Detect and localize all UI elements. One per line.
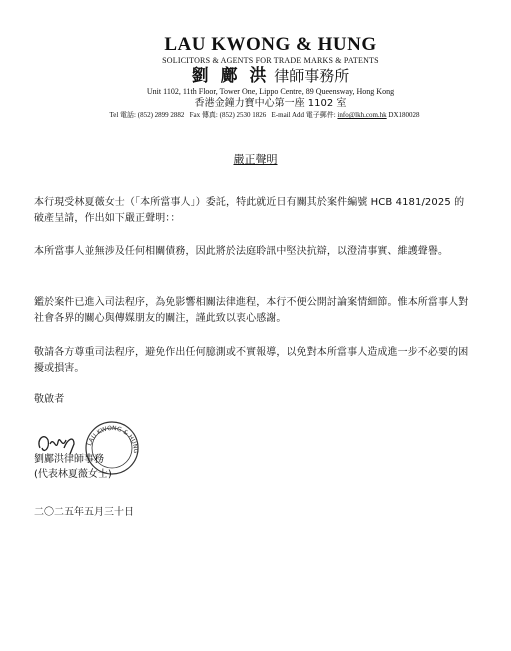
closing: 敬啟者 [34, 394, 65, 405]
tel-label: Tel 電話: [109, 111, 136, 119]
email-link[interactable]: info@lkh.com.hk [337, 111, 387, 119]
paragraph-3: 鑑於案件已進入司法程序，為免影響相關法律進程，本行不便公開討論案情細節。惟本所當事人對社會各界的關心與傳媒朋友的關注，謹此致以衷心感謝。 [34, 297, 469, 324]
paragraph-2: 本所當事人並無涉及任何相關債務，因此將於法庭聆訊中堅決抗辯，以澄清事實、維護聲譽。 [34, 246, 449, 257]
firm-subtitle: SOLICITORS & AGENTS FOR TRADE MARKS & PATENTS [162, 56, 379, 65]
fax-label: Fax 傳真: [189, 111, 218, 119]
seal-text: LAU KWONG & HUNG [86, 424, 140, 454]
email-label: E-mail Add 電子郵件: [271, 111, 336, 119]
tel-number: (852) 2899 2882 [137, 111, 185, 119]
paragraph-4: 敬請各方尊重司法程序，避免作出任何臆測或不實報導，以免對本所當事人造成進一步不必要的困擾或損害。 [34, 347, 469, 374]
paragraph-1: 本行現受林夏薇女士（「本所當事人」）委託，特此就近日有關其於案件編號 HCB 4181/2025 的破產呈請，作出如下嚴正聲明：： [34, 197, 465, 224]
letterhead [0, 34, 511, 120]
fax-number: (852) 2530 1826 [219, 111, 267, 119]
address-en: Unit 1102, 11th Floor, Tower One, Lippo Centre, 89 Queensway, Hong Kong [146, 87, 395, 96]
signer-block [34, 452, 112, 482]
firm-name-zh-main: 劉 鄺 洪 [191, 66, 270, 86]
firm-name-en: LAU KWONG & HUNG [164, 34, 377, 55]
contact-line [18, 110, 511, 120]
statement-title: 嚴正聲明 [233, 153, 278, 166]
signer-on-behalf: (代表林夏薇女士) [34, 469, 112, 480]
firm-name-zh [30, 66, 511, 86]
address-zh: 香港金鐘力寶中心第一座 1102 室 [194, 98, 347, 109]
letter-date: 二〇二五年五月三十日 [34, 507, 134, 518]
firm-name-zh-suffix: 律師事務所 [274, 67, 350, 85]
dx-number: DX180028 [388, 111, 420, 119]
signer-firm: 劉鄺洪律師事務 [34, 454, 104, 465]
